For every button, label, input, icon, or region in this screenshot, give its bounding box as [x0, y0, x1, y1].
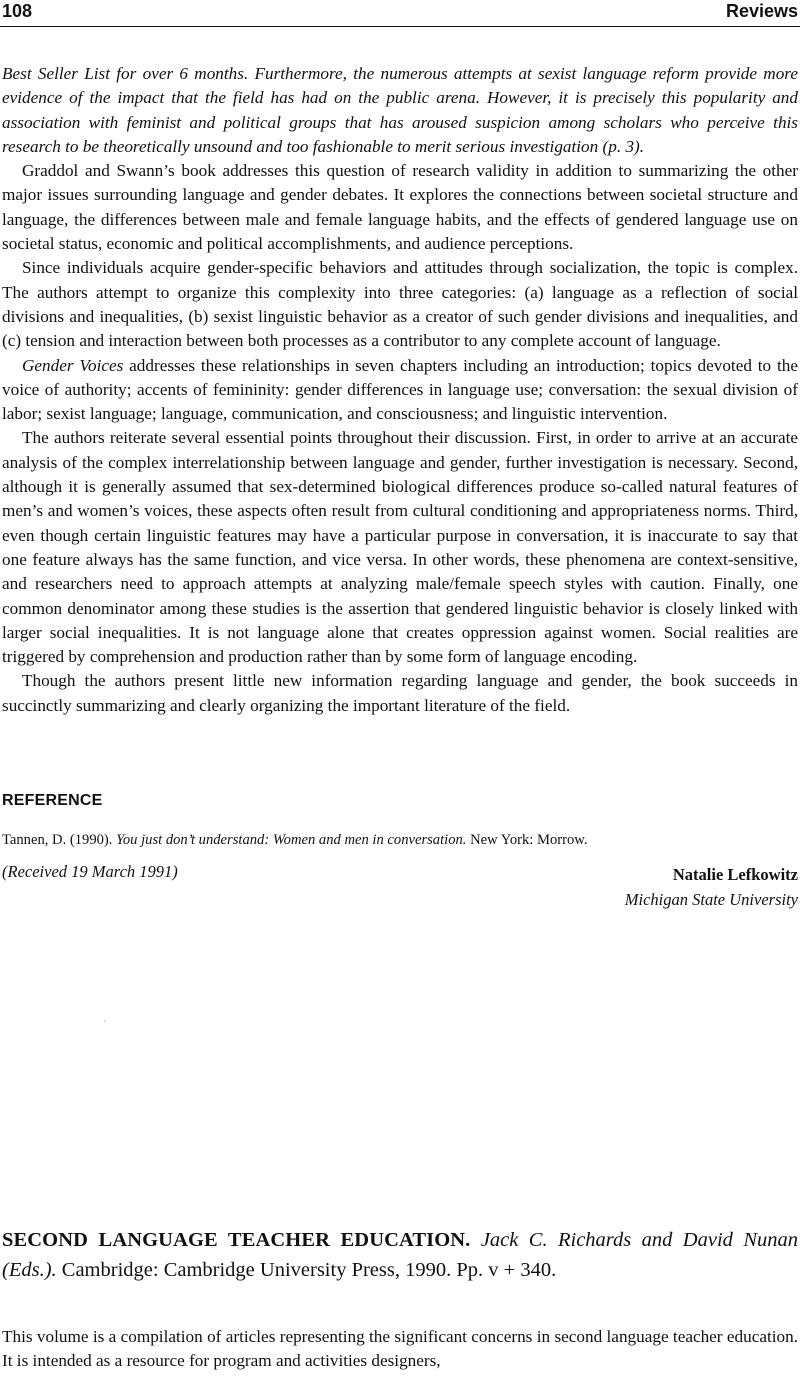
- next-book-publication: Cambridge: Cambridge University Press, 1990. Pp. v + 340.: [56, 1259, 557, 1281]
- paragraph-text: addresses these relationships in seven chapters including an introduction; topics devoted to the voice of authority; accents of femininity: gender differences in language use; conversation: the sexual division of labor; sexist language; language, communication, and consciousness; and linguistic intervention.: [2, 355, 798, 424]
- paragraph: Since individuals acquire gender-specific behaviors and attitudes through socialization, the topic is complex. The authors attempt to organize this complexity into three categories: (a) language as a reflection of social divisions and inequalities, (b) sexist linguistic behavior as a creator of such gender divisions and inequalities, and (c) tension and interaction between both processes as a contributor to any complete account of language.: [2, 258, 798, 351]
- reference-title: You just don’t understand: Women and men in conversation.: [116, 832, 467, 848]
- next-review-title: [2, 1225, 798, 1285]
- running-head: [0, 0, 800, 27]
- review-body: [2, 62, 798, 718]
- section-title: Reviews: [725, 1, 798, 21]
- page-number: 108: [2, 1, 33, 21]
- reference-entry: [2, 830, 792, 850]
- reference-heading: REFERENCE: [2, 792, 103, 809]
- reference-author: Tannen, D. (1990).: [2, 832, 117, 848]
- reference-publisher: New York: Morrow.: [466, 832, 588, 848]
- next-book-editors: Jack C. Richards and David Nunan (Eds.).: [2, 1229, 798, 1281]
- paragraph: Graddol and Swann’s book addresses this question of research validity in addition to summarizing the other major issues surrounding language and gender debates. It explores the connections between societal structure and language, the differences between male and female language habits, and the effects of gendered language use on societal status, economic and political accomplishments, and audience perceptions.: [2, 161, 798, 254]
- reviewer-affiliation: Michigan State University: [624, 890, 798, 909]
- received-date: (Received 19 March 1991): [2, 862, 178, 881]
- next-review-intro: This volume is a compilation of articles representing the significant concerns in second language teacher education. It is intended as a resource for program and activities designers,: [2, 1327, 798, 1371]
- scan-speck: [104, 1020, 106, 1022]
- paragraph: Though the authors present little new information regarding language and gender, the book succeeds in succinctly summarizing and clearly organizing the important literature of the field.: [2, 671, 798, 715]
- book-title-inline: Gender Voices: [22, 355, 124, 375]
- reviewer-name: Natalie Lefkowitz: [672, 865, 798, 884]
- paragraph: The authors reiterate several essential points throughout their discussion. First, in order to arrive at an accurate analysis of the complex interrelationship between language and gender, further investigation is necessary. Second, although it is generally assumed that sex-determined biological differences produce so-called natural features of men’s and women’s voices, these aspects often result from cultural conditioning and appropriateness norms. Third, even though certain linguistic features may have a particular purpose in conversation, it is inaccurate to say that one feature always has the same function, and vice versa. In other words, these phenomena are context-sensitive, and researchers need to approach attempts at analyzing male/female speech styles with caution. Finally, one common denominator among these studies is the assertion that gendered linguistic behavior is closely linked with larger social inequalities. It is not language alone that creates oppression against women. Social realities are triggered by comprehension and production rather than by some form of language encoding.: [2, 428, 798, 667]
- paragraph-continuation: Best Seller List for over 6 months. Furthermore, the numerous attempts at sexist language reform provide more evidence of the impact that the field has had on the public arena. However, it is precisely this popularity and association with feminist and political groups that has aroused suspicion among scholars who perceive this research to be theoretically unsound and too fashionable to merit serious investigation (p. 3).: [2, 64, 798, 156]
- paragraph: [2, 354, 798, 427]
- reviewer-signature: [625, 862, 798, 912]
- next-book-title: SECOND LANGUAGE TEACHER EDUCATION.: [2, 1229, 471, 1251]
